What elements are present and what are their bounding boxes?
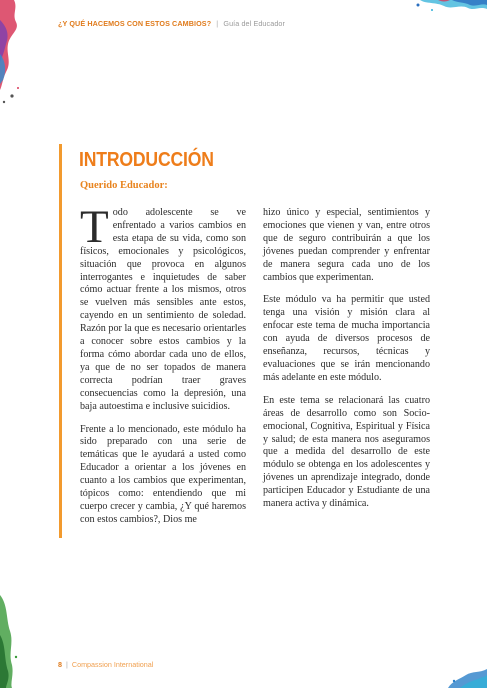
page-footer [58, 660, 153, 669]
footer-text: Compassion International [71, 660, 154, 669]
header-subtitle: Guía del Educador [223, 19, 286, 28]
section-title: INTRODUCCIÓN [79, 149, 214, 171]
paragraph-1-text: odo adolescente se ve enfrentado a varios cambios en esta etapa de su vida, como son físicos, emocionales y psicológicos, situación que provoca en algunos interrogantes e inquietudes de saber cómo actuar frente a los mismos, otros se vuelven más sensibles ante estos, cayendo en un sentimiento de soledad. Razón por la que es necesario orientarles a conocer sobre estos cambios y la forma cómo abordar cada uno de ellos, ya que de no ser topados de manera correcta podrían traer graves consecuencias como la depresión, una baja autoestima e inclusive suicidios. [80, 207, 246, 412]
watercolor-splash-top-right [412, 0, 487, 22]
watercolor-splash-bottom-left [0, 595, 22, 688]
header-title: ¿Y QUÉ HACEMOS CON ESTOS CAMBIOS? [58, 19, 212, 28]
page-number: 8 [58, 660, 62, 669]
header-separator: | [216, 19, 219, 28]
salutation: Querido Educador: [80, 180, 168, 191]
watercolor-splash-top-left [0, 0, 30, 110]
watercolor-splash-bottom-right [440, 665, 487, 688]
orange-vertical-rule [59, 144, 62, 538]
paragraph-4: Este módulo va ha permitir que usted tenga una visión y misión clara al enfocar este tema de mucha importancia con ayuda de diversos procesos de enseñanza, recursos, técnicas y evaluaciones que se irán mencionando más adelante en este módulo. [263, 294, 430, 383]
paragraph-3: hizo único y especial, sentimientos y emociones que vienen y van, entre otros que de seguro contribuirán a que los jóvenes puedan comprender y enfrentar de manera segura cada uno de los cambios que experimentan. [263, 207, 430, 283]
paragraph-5: En este tema se relacionará las cuatro áreas de desarrollo como son Socio-emocional, Cognitiva, Espiritual y Física y salud; de esta manera nos aseguramos que a medida del desarrollo de este módulo se obtenga en los adolescentes y jóvenes un aprendizaje integrado, donde participen Educador y Estudiante de una manera activa y dinámica. [263, 394, 430, 510]
left-column [80, 201, 246, 537]
running-header [58, 19, 285, 28]
drop-cap: T [80, 201, 109, 253]
right-column [263, 207, 430, 521]
paragraph-2: Frente a lo mencionado, este módulo ha sido preparado con una serie de temáticas que le ayudará a usted como Educador a orientar a los jóvenes en cuanto a los cambios que experimentan, tópicos como: entendiendo que mi cuerpo crecer y cambia, ¿Y qué haremos con estos cambios?, Dios me [80, 423, 246, 525]
paragraph-1 [80, 201, 246, 414]
footer-separator: | [66, 660, 68, 669]
